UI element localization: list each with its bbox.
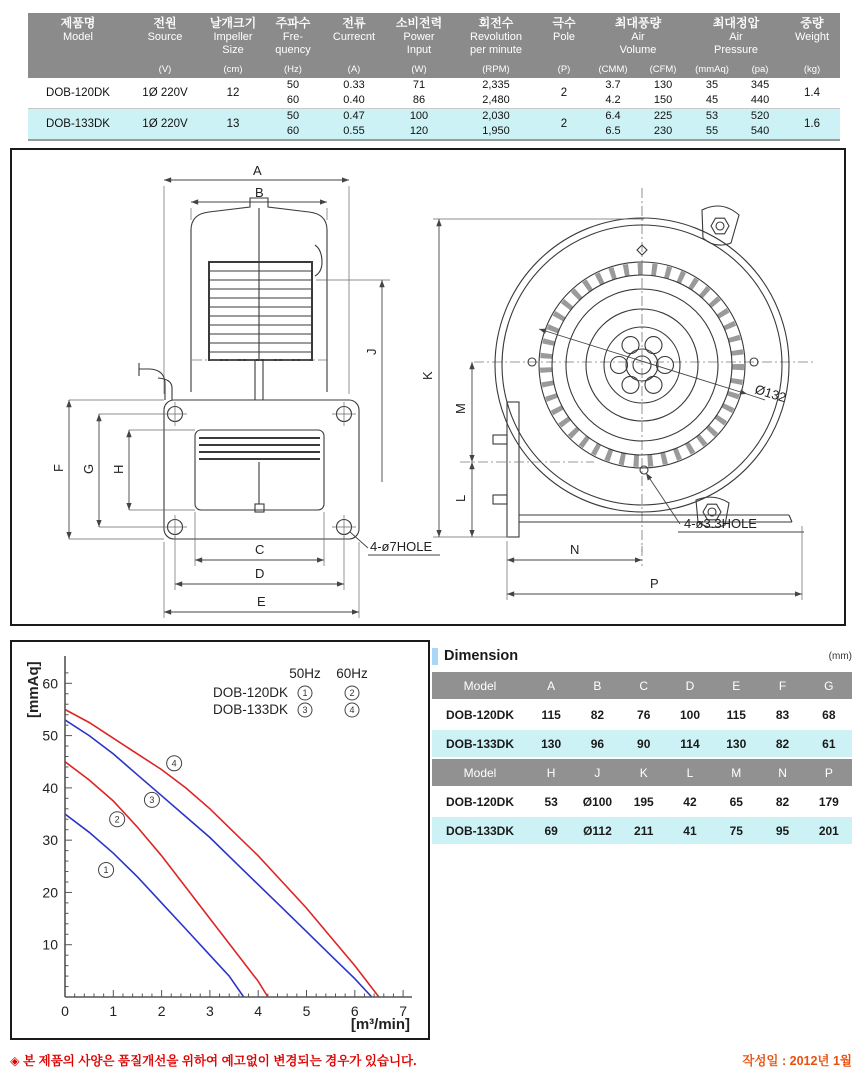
- cell-source: 1Ø 220V: [142, 86, 188, 99]
- dimension-header: [432, 644, 852, 668]
- cell-pa: 345: [750, 79, 770, 91]
- side-view: [51, 163, 440, 618]
- x-axis-unit: [m³/min]: [350, 1016, 410, 1033]
- spec-col-en: quency: [275, 44, 311, 56]
- dim-label-D: D: [255, 566, 265, 581]
- x-tick-label: 7: [399, 1003, 407, 1019]
- dim-header-row-2: [432, 759, 852, 786]
- spec-col-unit: [28, 76, 128, 78]
- curve-3-dob-133dk-50hz: [65, 720, 372, 997]
- spec-col-kr: 최대풍량: [614, 16, 662, 30]
- cell-current: 0.33: [343, 79, 365, 91]
- cell-model: DOB-120DK: [46, 86, 110, 99]
- chart-legend: [213, 666, 368, 717]
- cell-pole: 2: [560, 86, 568, 99]
- spec-col-unit: (Hz): [284, 64, 302, 75]
- cell-current: 0.40: [343, 94, 365, 106]
- cell-pole: 2: [540, 109, 588, 141]
- dim-cell: 68: [822, 707, 836, 722]
- accent-bar: [432, 648, 438, 665]
- x-tick-label: 6: [350, 1003, 359, 1019]
- dimension-section: [432, 644, 852, 846]
- spec-col-en: Size: [222, 44, 244, 56]
- spec-col-en: Source: [147, 31, 183, 43]
- spec-col-kr: 전류: [342, 16, 366, 30]
- spec-col-model: [28, 13, 128, 78]
- legend-model-DOB-120DK: DOB-120DK: [212, 685, 288, 700]
- dim-cell: 82: [590, 707, 605, 722]
- dim-cell: 41: [667, 817, 713, 844]
- dim-cell: 179: [818, 794, 839, 809]
- y-tick-label: 10: [42, 936, 58, 953]
- spec-col-unit: (pa): [751, 64, 769, 75]
- dim-cell: 201: [806, 817, 852, 844]
- dim-cell: Ø100: [582, 794, 613, 809]
- performance-chart: [12, 642, 426, 1036]
- y-tick-label: 40: [42, 779, 58, 796]
- x-tick-label: 5: [302, 1003, 311, 1019]
- dim-label-dia132: Ø132: [753, 381, 788, 406]
- spec-col-w: [386, 13, 452, 78]
- technical-drawing: [12, 150, 844, 624]
- spec-col-rpm: [452, 13, 540, 78]
- cell-pa: 520: [736, 109, 784, 125]
- cell-cmm: 6.5: [588, 124, 638, 140]
- dim-label-E: E: [257, 594, 266, 609]
- dim-col-Model: Model: [432, 672, 528, 699]
- cell-mmaq: 53: [688, 109, 736, 125]
- dim-col-J: J: [574, 759, 620, 786]
- dim-col-Model: Model: [432, 759, 528, 786]
- spec-col-kr: 중량: [800, 16, 824, 30]
- spec-col-unit: (CMM): [598, 64, 628, 75]
- spec-row-DOB-120DK-50hz: [28, 78, 840, 93]
- cell-impeller: 13: [202, 109, 264, 141]
- dim-label-F: F: [51, 464, 66, 472]
- cell-current: 0.55: [322, 124, 386, 140]
- spec-col-vol: [588, 13, 688, 78]
- spec-col-kr: 전원: [153, 16, 177, 30]
- cell-hz: 50: [264, 109, 322, 125]
- dim-cell: 211: [621, 817, 667, 844]
- dim-col-C: C: [621, 672, 667, 699]
- dim-row-DOB-133DK: [432, 730, 852, 757]
- spec-col-en: Volume: [619, 44, 657, 56]
- dim-cell: 115: [726, 707, 746, 722]
- y-tick-label: 20: [42, 884, 58, 901]
- spec-col-en: Pressure: [714, 44, 759, 56]
- spec-col-unit: (RPM): [482, 64, 510, 75]
- spec-col-unit: (P): [557, 64, 571, 75]
- footer-note: ◈ 본 제품의 사양은 품질개선을 위하여 예고없이 변경되는 경우가 있습니다.: [10, 1054, 417, 1068]
- dim-cell: 100: [679, 707, 700, 722]
- spec-col-pole: [540, 13, 588, 78]
- dim-col-D: D: [667, 672, 713, 699]
- cell-rpm: 2,480: [482, 94, 510, 106]
- legend-mark-digit: 3: [302, 705, 308, 716]
- cell-cmm: 3.7: [605, 79, 621, 91]
- cell-mmaq: 35: [705, 79, 719, 91]
- spec-row-DOB-133DK-50hz: [28, 109, 840, 125]
- mount-tab-top: [702, 206, 739, 245]
- dim-cell: 76: [637, 707, 651, 722]
- spec-col-kr: 극수: [552, 16, 576, 30]
- dim-label-L: L: [453, 494, 468, 502]
- cell-power: 71: [412, 79, 426, 91]
- cell-rpm: 1,950: [452, 124, 540, 140]
- spec-col-en: Revolution: [470, 31, 522, 43]
- spec-col-a: [322, 13, 386, 78]
- spec-col-kr: 최대정압: [712, 16, 760, 30]
- spec-col-en: Air: [631, 31, 645, 43]
- technical-drawing-panel: [10, 148, 846, 626]
- cell-hz: 50: [286, 79, 300, 91]
- spec-col-impeller: [202, 13, 264, 78]
- spec-col-en: Input: [406, 44, 432, 56]
- spec-col-en: Weight: [794, 31, 830, 43]
- cell-model: DOB-133DK: [28, 109, 128, 141]
- spec-col-en: Air: [729, 31, 743, 43]
- spec-col-source: [128, 13, 202, 78]
- dim-cell: 53: [544, 794, 558, 809]
- x-tick-label: 2: [157, 1003, 166, 1019]
- legend-mark-digit: 4: [349, 705, 355, 716]
- y-axis-unit: [mmAq]: [25, 661, 42, 718]
- cell-mmaq: 45: [705, 94, 719, 106]
- cell-cfm: 150: [653, 94, 673, 106]
- cell-power: 120: [386, 124, 452, 140]
- x-tick-label: 1: [109, 1003, 118, 1019]
- dim-cell: DOB-133DK: [432, 730, 528, 757]
- dim-cell: 114: [667, 730, 713, 757]
- cell-current: 0.47: [322, 109, 386, 125]
- cell-rpm: 2,030: [452, 109, 540, 125]
- dim-cell: 82: [759, 730, 805, 757]
- dim-label-H: H: [111, 464, 126, 474]
- dim-col-M: M: [713, 759, 759, 786]
- dim-cell: 95: [759, 817, 805, 844]
- dim-col-G: G: [806, 672, 852, 699]
- dim-cell: 69: [528, 817, 574, 844]
- spec-col-en: Currecnt: [332, 31, 376, 43]
- dim-cell: 65: [729, 794, 743, 809]
- cell-cfm: 130: [653, 79, 673, 91]
- dim-label-J: J: [364, 348, 379, 355]
- cell-mmaq: 55: [688, 124, 736, 140]
- cell-cmm: 6.4: [588, 109, 638, 125]
- spec-col-kr: 회전수: [478, 16, 514, 30]
- spec-col-kr: 날개크기: [209, 16, 257, 30]
- dim-cell: 115: [541, 707, 561, 722]
- dimension-unit: (mm): [828, 650, 852, 662]
- legend-mark-digit: 1: [302, 688, 308, 699]
- dim-cell: Ø112: [574, 817, 620, 844]
- dim-header-row-1: [432, 672, 852, 699]
- spec-col-unit: (CFM): [649, 64, 677, 75]
- dim-label-B: B: [255, 185, 264, 200]
- cell-power: 86: [412, 94, 426, 106]
- dim-cell: 61: [806, 730, 852, 757]
- x-axis-ticks: [61, 990, 407, 1019]
- y-axis-ticks: [42, 673, 72, 987]
- spec-col-en: Power: [403, 31, 435, 43]
- dim-cell: 82: [775, 794, 790, 809]
- dim-label-P: P: [650, 576, 659, 591]
- spec-col-weight: [784, 13, 840, 78]
- dim-col-K: K: [621, 759, 667, 786]
- x-tick-label: 3: [206, 1003, 214, 1019]
- dim-label-N: N: [570, 542, 580, 557]
- dim-col-H: H: [528, 759, 574, 786]
- dim-row-DOB-120DK: [432, 701, 852, 728]
- dim-cell: 130: [713, 730, 759, 757]
- cell-hz: 60: [286, 94, 300, 106]
- dim-label-M: M: [453, 403, 468, 414]
- spec-col-unit: (mmAq): [695, 64, 729, 75]
- cell-impeller: 12: [226, 86, 240, 99]
- curve-2-dob-120dk-60hz: [65, 762, 268, 997]
- cell-weight: 1.4: [804, 86, 821, 99]
- legend-model-DOB-133DK: DOB-133DK: [212, 702, 288, 717]
- footer-date: 작성일 : 2012년 1월: [742, 1054, 852, 1068]
- dim-cell: 75: [713, 817, 759, 844]
- x-tick-label: 0: [61, 1003, 69, 1019]
- dim-cell: 96: [574, 730, 620, 757]
- dim-cell: DOB-133DK: [432, 817, 528, 844]
- dim-cell: 90: [621, 730, 667, 757]
- curve-mark-digit: 4: [171, 758, 177, 769]
- dim-cell: 42: [683, 794, 697, 809]
- dim-col-P: P: [806, 759, 852, 786]
- spec-col-en: per minute: [470, 44, 522, 56]
- spec-col-unit: (W): [411, 64, 427, 75]
- curve-mark-digit: 1: [103, 865, 109, 876]
- dim-col-B: B: [574, 672, 620, 699]
- spec-col-unit: (V): [158, 64, 172, 75]
- spec-col-en: Model: [63, 31, 93, 43]
- cell-hz: 60: [264, 124, 322, 140]
- y-tick-label: 30: [42, 832, 58, 849]
- cell-power: 100: [386, 109, 452, 125]
- spec-col-kr: 주파수: [275, 16, 311, 30]
- dim-label-A: A: [253, 163, 262, 178]
- callout-4-o33hole: 4-ø3.3HOLE: [684, 516, 757, 531]
- curve-1-dob-120dk-50hz: [65, 814, 244, 997]
- cell-weight: 1.6: [784, 109, 840, 141]
- spec-col-en: Impeller: [213, 31, 253, 43]
- spec-col-unit: (kg): [803, 64, 821, 75]
- motor-fins: [209, 271, 312, 352]
- dim-row-DOB-120DK: [432, 788, 852, 815]
- dim-cell: 83: [775, 707, 790, 722]
- dim-col-E: E: [713, 672, 759, 699]
- cell-cmm: 4.2: [605, 94, 621, 106]
- dim-label-G: G: [81, 463, 96, 474]
- spec-table-header: [28, 13, 840, 78]
- cell-source: 1Ø 220V: [128, 109, 202, 141]
- spec-table: [28, 13, 840, 141]
- dim-row-DOB-133DK: [432, 817, 852, 844]
- cell-pa: 540: [736, 124, 784, 140]
- spec-col-unit: (cm): [223, 64, 243, 75]
- lower-motor-fins: [199, 438, 320, 459]
- y-tick-label: 50: [42, 727, 58, 744]
- dim-col-F: F: [759, 672, 805, 699]
- legend-mark-digit: 2: [349, 688, 355, 699]
- dimension-title: Dimension: [444, 648, 519, 664]
- dim-col-L: L: [667, 759, 713, 786]
- dim-col-N: N: [759, 759, 805, 786]
- cell-cfm: 225: [638, 109, 688, 125]
- dimension-table: [432, 670, 852, 846]
- curve-mark-digit: 2: [114, 814, 120, 825]
- y-tick-label: 60: [42, 675, 58, 692]
- dim-col-A: A: [528, 672, 574, 699]
- legend-freq-60Hz: 60Hz: [336, 666, 368, 681]
- dim-cell: 195: [633, 794, 654, 809]
- spec-col-en: Fre-: [282, 31, 304, 43]
- curve-mark-digit: 3: [149, 795, 155, 806]
- performance-chart-panel: [10, 640, 430, 1040]
- spec-col-en: Pole: [552, 31, 576, 43]
- front-view: [420, 188, 814, 600]
- dim-label-C: C: [255, 542, 265, 557]
- cell-pa: 440: [750, 94, 770, 106]
- legend-freq-50Hz: 50Hz: [289, 666, 321, 681]
- spec-col-hz: [264, 13, 322, 78]
- callout-4-o7hole: 4-ø7HOLE: [370, 539, 433, 554]
- cell-rpm: 2,335: [482, 79, 510, 91]
- x-tick-label: 4: [254, 1003, 263, 1019]
- dim-cell: 130: [528, 730, 574, 757]
- spec-col-kr: 제품명: [60, 16, 96, 30]
- dim-cell: DOB-120DK: [445, 794, 514, 809]
- spec-col-kr: 소비전력: [395, 16, 443, 30]
- cell-cfm: 230: [638, 124, 688, 140]
- dim-cell: DOB-120DK: [445, 707, 514, 722]
- spec-col-pres: [688, 13, 784, 78]
- spec-col-unit: (A): [347, 64, 361, 75]
- dim-label-K: K: [420, 371, 435, 380]
